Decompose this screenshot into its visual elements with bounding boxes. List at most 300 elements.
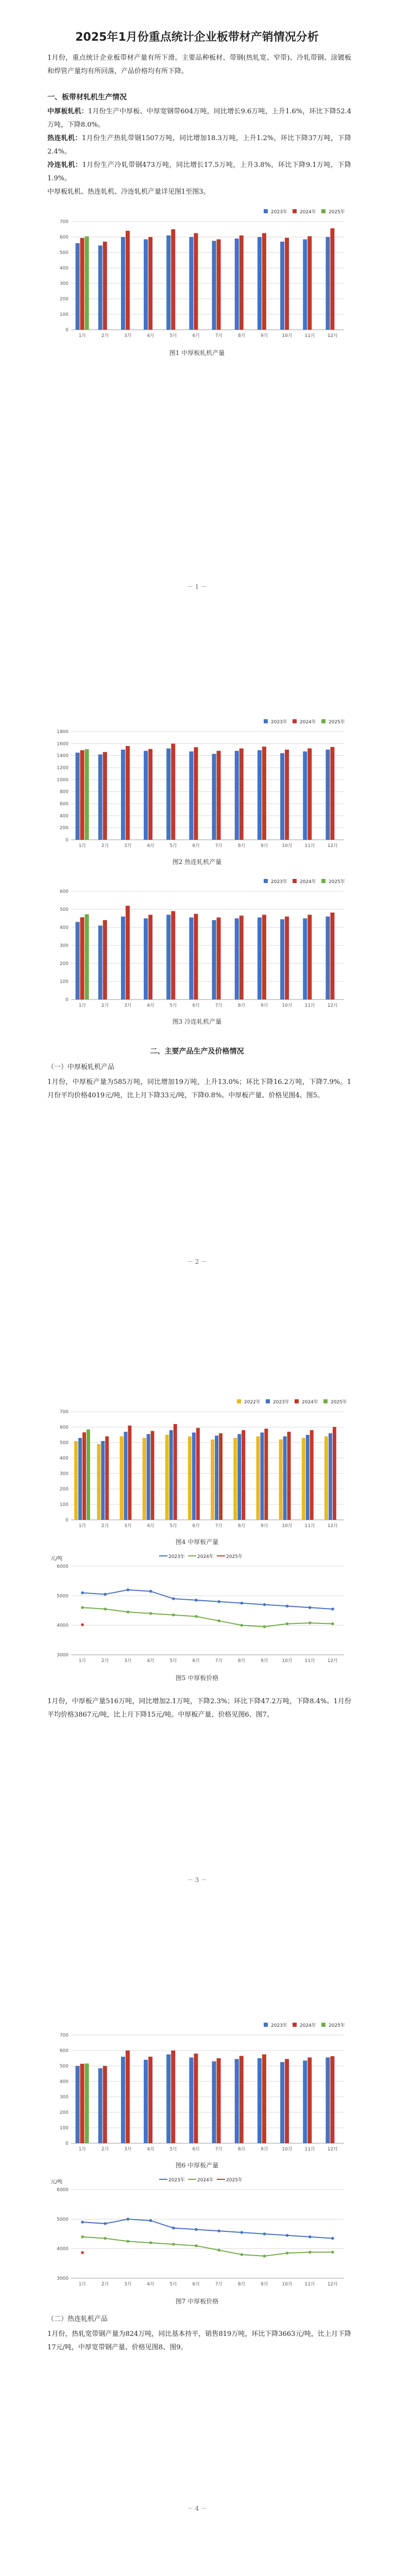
x-tick-label: 8月 (237, 843, 246, 849)
legend-label: 2025年 (226, 1554, 243, 1560)
legend-swatch (293, 719, 297, 723)
x-tick-label: 10月 (282, 333, 293, 338)
bar (285, 238, 289, 330)
legend-label: 2025年 (329, 2023, 345, 2028)
data-point (309, 2251, 312, 2254)
bar (326, 750, 330, 840)
bar (326, 917, 330, 999)
data-point (309, 1621, 312, 1624)
x-tick-label: 7月 (215, 843, 223, 849)
x-tick-label: 10月 (282, 1658, 293, 1664)
sec1-p3-lead: 冷连轧机： (47, 161, 82, 169)
bar (279, 1439, 283, 1520)
x-tick-label: 7月 (215, 333, 223, 338)
bar (148, 915, 152, 1000)
x-tick-label: 3月 (124, 2147, 132, 2152)
x-tick-label: 3月 (124, 1658, 132, 1664)
bar (330, 2056, 334, 2143)
bar (256, 1436, 260, 1520)
x-tick-label: 5月 (169, 333, 178, 338)
series-line (82, 1607, 333, 1626)
legend-label: 2025年 (329, 879, 345, 885)
x-tick-label: 6月 (192, 2147, 200, 2152)
x-tick-label: 8月 (237, 2282, 246, 2287)
bar (121, 2057, 125, 2143)
y-tick-label: 5000 (57, 1594, 68, 1599)
bar (103, 2066, 107, 2143)
bar (285, 2059, 289, 2144)
bar (105, 1436, 109, 1520)
report-title: 2025年1月份重点统计企业板带材产销情况分析 (75, 31, 319, 44)
figure-5-caption: 图5 中厚板价格 (175, 1674, 219, 1682)
bar (264, 1429, 268, 1520)
sub-1-heading: （一）中厚板轧机产品 (47, 1063, 115, 1071)
bar (80, 2064, 84, 2143)
bar (189, 752, 193, 840)
bar (212, 241, 216, 330)
data-point (104, 1607, 107, 1611)
bar (189, 918, 193, 999)
legend-swatch (293, 879, 297, 883)
bar (287, 1432, 291, 1520)
y-axis-label: 元/吨 (50, 1556, 63, 1562)
y-tick-label: 200 (59, 297, 68, 302)
y-tick-label: 0 (65, 838, 68, 843)
data-point (81, 2221, 84, 2224)
bar (120, 1436, 124, 1520)
series-line (82, 2219, 333, 2238)
x-tick-label: 11月 (304, 843, 315, 849)
x-tick-label: 8月 (237, 1003, 246, 1008)
legend-swatch (264, 2023, 268, 2027)
data-point (127, 2240, 130, 2243)
y-tick-label: 1600 (57, 741, 68, 747)
bar (258, 918, 262, 999)
section-2-heading: 二、主要产品生产及价格情况 (150, 1047, 244, 1056)
x-tick-label: 7月 (215, 1658, 223, 1664)
x-tick-label: 2月 (101, 2147, 109, 2152)
bar (211, 1439, 214, 1520)
sec2-p2: 1月份，中厚板产量516万吨，同比增加2.1万吨，下降2.3%；环比下降47.2万吨，下降8.4%。1月份平均价格3867元/吨，比上月下降15元/吨。中厚板产量、价格见图6、图7。 (47, 1698, 351, 1719)
x-tick-label: 10月 (282, 2147, 293, 2152)
data-point (149, 1612, 152, 1615)
page-number-1: － 1 － (186, 583, 208, 590)
data-point (149, 1590, 152, 1593)
data-point (331, 1622, 334, 1625)
bar (80, 750, 84, 840)
data-point (217, 1619, 220, 1622)
y-tick-label: 600 (59, 235, 68, 240)
bar (280, 919, 284, 999)
x-tick-label: 1月 (78, 2147, 87, 2152)
sec2-p3: 1月份，热轧宽带钢产量为824万吨，同比基本持平，销售819万吨，环比下降3663元/吨，比上月下降17元/吨，中厚宽带钢产量、价格见图8、图9。 (47, 2330, 351, 2351)
sec1-p3 (47, 159, 351, 185)
bar (303, 919, 307, 1000)
legend-swatch (237, 1399, 241, 1403)
bar (192, 1433, 196, 1520)
series-line (82, 1590, 333, 1609)
bar (262, 2055, 266, 2144)
y-tick-label: 400 (59, 2079, 68, 2084)
x-tick-label: 9月 (261, 2282, 268, 2287)
x-tick-label: 12月 (327, 1658, 338, 1664)
y-tick-label: 300 (59, 943, 68, 948)
bar (326, 237, 330, 330)
bar (239, 916, 244, 999)
section-1-heading: 一、板带材轧机生产情况 (47, 93, 127, 101)
y-tick-label: 600 (59, 889, 68, 894)
y-tick-label: 300 (59, 1471, 68, 1477)
data-point (286, 1605, 289, 1608)
x-tick-label: 12月 (327, 1523, 338, 1529)
bar (166, 2055, 170, 2144)
figure-1-chart (47, 206, 351, 344)
bar (76, 243, 80, 330)
x-tick-label: 7月 (215, 1523, 223, 1529)
x-tick-label: 4月 (147, 333, 155, 338)
figure-2-caption: 图2 热连轧机产量 (172, 858, 222, 866)
series-line (82, 2237, 333, 2256)
data-point (81, 1606, 84, 1609)
legend-label: 2025年 (331, 1400, 347, 1405)
x-tick-label: 7月 (215, 1003, 223, 1008)
bar (196, 1428, 200, 1520)
bar (285, 917, 289, 999)
bar (217, 2058, 221, 2143)
y-tick-label: 200 (59, 825, 68, 831)
data-point (263, 1603, 266, 1606)
x-tick-label: 12月 (327, 843, 338, 849)
bar (280, 753, 284, 840)
bar (329, 1433, 332, 1520)
bar (283, 1436, 287, 1520)
bar (144, 751, 148, 840)
bar (124, 1432, 127, 1520)
legend-label: 2023年 (271, 2023, 287, 2028)
bar (194, 233, 198, 330)
y-tick-label: 4000 (57, 1623, 68, 1629)
data-point (263, 1625, 266, 1629)
y-tick-label: 0 (65, 2141, 68, 2146)
x-tick-label: 12月 (327, 2147, 338, 2152)
bar (174, 1424, 177, 1520)
legend-label: 2024年 (300, 720, 316, 725)
data-point (172, 2243, 175, 2246)
bar (97, 1444, 100, 1520)
sec1-p1-text: 1月份生产中厚板、中厚宽钢带604万吨，同比增长9.6万吨，上升1.6%，环比下降52.4万吨，下降8.0%。 (47, 108, 351, 129)
data-point (263, 2232, 266, 2235)
data-point (81, 2251, 84, 2254)
y-tick-label: 6000 (57, 2188, 68, 2193)
y-tick-label: 100 (59, 312, 68, 317)
bar (151, 1431, 155, 1520)
bar (326, 2058, 330, 2144)
bar (235, 239, 239, 330)
data-point (172, 1614, 175, 1617)
y-tick-label: 100 (59, 979, 68, 985)
figure-3-caption: 图3 冷连轧机产量 (172, 1018, 222, 1025)
y-tick-label: 500 (59, 907, 68, 912)
bar (143, 1438, 146, 1520)
bar (85, 749, 89, 840)
x-tick-label: 5月 (169, 1658, 178, 1664)
figure-4-chart (47, 1396, 351, 1534)
bar (217, 751, 221, 840)
legend-swatch (321, 209, 326, 213)
bar (258, 2058, 262, 2143)
bar (98, 926, 102, 1000)
bar (126, 231, 130, 330)
bar (324, 1436, 328, 1520)
bar (126, 2050, 130, 2143)
x-tick-label: 12月 (327, 333, 338, 338)
y-tick-label: 700 (59, 219, 68, 225)
data-point (81, 2235, 84, 2239)
legend-swatch (264, 879, 268, 883)
bar (194, 2054, 198, 2143)
bar (76, 753, 80, 840)
y-tick-label: 600 (59, 802, 68, 807)
bar (215, 1436, 218, 1520)
y-tick-label: 3000 (57, 1653, 68, 1658)
bar (121, 237, 125, 330)
x-tick-label: 11月 (304, 333, 315, 338)
bar (239, 749, 244, 840)
bar (242, 1430, 245, 1520)
x-tick-label: 2月 (101, 333, 109, 338)
x-tick-label: 3月 (124, 333, 132, 338)
x-tick-label: 4月 (147, 1523, 155, 1529)
legend-label: 2025年 (329, 210, 345, 215)
data-point (309, 1606, 312, 1609)
bar (80, 238, 84, 330)
x-tick-label: 5月 (169, 2147, 178, 2152)
x-tick-label: 8月 (237, 2147, 246, 2152)
y-tick-label: 700 (59, 2033, 68, 2038)
page-number-3: － 3 － (186, 1876, 208, 1884)
x-tick-label: 5月 (169, 1003, 178, 1008)
figure-6-chart (47, 2020, 351, 2158)
x-tick-label: 12月 (327, 2282, 338, 2287)
x-tick-label: 11月 (304, 1658, 315, 1664)
bar (76, 2066, 80, 2143)
data-point (286, 2251, 289, 2255)
x-tick-label: 2月 (101, 1658, 109, 1664)
data-point (286, 1622, 289, 1625)
legend-label: 2023年 (168, 1554, 185, 1560)
sec1-p1 (47, 105, 351, 132)
x-tick-label: 4月 (147, 843, 155, 849)
data-point (127, 1611, 130, 1614)
figure-7-chart (47, 2174, 351, 2293)
legend-swatch (321, 879, 326, 883)
y-axis-label: 元/吨 (50, 2179, 63, 2185)
bar (307, 2058, 312, 2144)
x-tick-label: 5月 (169, 1523, 178, 1529)
bar (237, 1434, 241, 1520)
bar (307, 236, 312, 330)
x-tick-label: 8月 (237, 333, 246, 338)
legend-label: 2024年 (300, 879, 316, 885)
x-tick-label: 6月 (192, 333, 200, 338)
data-point (104, 2222, 107, 2225)
bar (194, 914, 198, 999)
y-tick-label: 400 (59, 266, 68, 271)
bar (330, 747, 334, 840)
bar (219, 1433, 222, 1520)
bar (330, 228, 334, 330)
bar (126, 906, 130, 999)
data-point (149, 2219, 152, 2222)
bar (80, 917, 84, 999)
data-point (309, 2235, 312, 2239)
x-tick-label: 6月 (192, 1003, 200, 1008)
x-tick-label: 5月 (169, 2282, 178, 2287)
bar (212, 920, 216, 999)
x-tick-label: 3月 (124, 1003, 132, 1008)
data-point (240, 2231, 243, 2234)
legend-label: 2023年 (271, 879, 287, 885)
data-point (127, 1588, 130, 1591)
legend-label: 2024年 (302, 1400, 318, 1405)
legend-label: 2025年 (226, 2178, 243, 2183)
bar (310, 1430, 314, 1520)
bar (333, 1427, 336, 1520)
y-tick-label: 0 (65, 1518, 68, 1523)
legend-label: 2024年 (300, 2023, 316, 2028)
x-tick-label: 4月 (147, 2282, 155, 2287)
bar (76, 922, 80, 1000)
bar (194, 747, 198, 840)
y-tick-label: 200 (59, 961, 68, 967)
x-tick-label: 11月 (304, 1523, 315, 1529)
data-point (195, 1599, 198, 1602)
figure-3-chart (47, 876, 351, 1014)
bar (87, 1430, 90, 1520)
bar (239, 2056, 244, 2144)
y-tick-label: 4000 (57, 2246, 68, 2252)
x-tick-label: 11月 (304, 2147, 315, 2152)
y-tick-label: 700 (59, 1410, 68, 1415)
legend-swatch (321, 719, 326, 723)
bar (103, 752, 107, 840)
x-tick-label: 11月 (304, 2282, 315, 2287)
x-tick-label: 9月 (261, 2147, 268, 2152)
bar (262, 233, 266, 330)
y-tick-label: 100 (59, 2126, 68, 2131)
x-tick-label: 9月 (261, 1523, 268, 1529)
y-tick-label: 0 (65, 328, 68, 333)
legend-label: 2023年 (273, 1400, 289, 1405)
data-point (217, 1600, 220, 1603)
bar (147, 1434, 150, 1520)
y-tick-label: 500 (59, 250, 68, 256)
y-tick-label: 6000 (57, 1564, 68, 1569)
data-point (172, 1597, 175, 1600)
bar (285, 750, 289, 840)
legend-label: 2023年 (168, 2178, 185, 2183)
bar (302, 1438, 305, 1520)
bar (85, 2063, 89, 2143)
sec2-p1: 1月份，中厚板产量为585万吨，同比增加19万吨，上升13.0%；环比下降16.2万吨，下降7.9%。1月份平均价格4019元/吨，比上月下降33元/吨，下降0.8%。中厚板产量、价格见图4、图5。 (47, 1078, 351, 1099)
bar (98, 246, 102, 330)
data-point (217, 2249, 220, 2252)
x-tick-label: 6月 (192, 1658, 200, 1664)
bar (280, 2062, 284, 2144)
bar (78, 1438, 82, 1520)
x-tick-label: 10月 (282, 2282, 293, 2287)
sec1-p2-text: 1月份生产热轧带钢1507万吨，同比增加18.3万吨，上升1.2%，环比下降37万吨，下降2.4%。 (47, 134, 351, 156)
x-tick-label: 4月 (147, 2147, 155, 2152)
bar (82, 1432, 86, 1520)
legend-swatch (295, 1399, 299, 1403)
x-tick-label: 1月 (78, 1658, 87, 1664)
bar (171, 743, 175, 840)
y-tick-label: 3000 (57, 2276, 68, 2281)
legend-swatch (293, 2023, 297, 2027)
x-tick-label: 12月 (327, 1003, 338, 1008)
x-tick-label: 2月 (101, 1523, 109, 1529)
x-tick-label: 6月 (192, 2282, 200, 2287)
x-tick-label: 9月 (261, 1658, 268, 1664)
figure-7-caption: 图7 中厚板价格 (175, 2298, 219, 2305)
legend-swatch (264, 209, 268, 213)
x-tick-label: 4月 (147, 1658, 155, 1664)
data-point (104, 1593, 107, 1596)
bar (103, 920, 107, 999)
x-tick-label: 6月 (192, 843, 200, 849)
bar (98, 754, 102, 840)
x-tick-label: 3月 (124, 2282, 132, 2287)
bar (235, 2059, 239, 2144)
x-tick-label: 10月 (282, 843, 293, 849)
bar (169, 1430, 173, 1520)
x-tick-label: 2月 (101, 2282, 109, 2287)
data-point (331, 1607, 334, 1611)
legend-label: 2024年 (300, 210, 316, 215)
bar (280, 242, 284, 330)
bar (307, 915, 312, 1000)
legend-swatch (321, 2023, 326, 2027)
y-tick-label: 600 (59, 1425, 68, 1430)
x-tick-label: 10月 (282, 1523, 293, 1529)
x-tick-label: 9月 (261, 1003, 268, 1008)
x-tick-label: 1月 (78, 843, 87, 849)
data-point (331, 2251, 334, 2254)
y-tick-label: 500 (59, 2064, 68, 2069)
bar (126, 746, 130, 840)
page-number-4: － 4 － (186, 2505, 208, 2512)
x-tick-label: 5月 (169, 843, 178, 849)
legend-swatch (293, 209, 297, 213)
bar (217, 240, 221, 330)
legend-label: 2025年 (329, 720, 345, 725)
data-point (217, 2229, 220, 2232)
bar (144, 2060, 148, 2143)
bar (258, 750, 262, 840)
data-point (172, 2227, 175, 2230)
x-tick-label: 7月 (215, 2147, 223, 2152)
bar (85, 236, 89, 330)
x-tick-label: 1月 (78, 333, 87, 338)
bar (103, 242, 107, 330)
bar (303, 2061, 307, 2144)
bar (307, 749, 312, 840)
data-point (149, 2241, 152, 2244)
sec1-p4: 中厚板轧机、热连轧机、冷连轧机产量详见图1至图3。 (47, 188, 210, 196)
data-point (104, 2237, 107, 2240)
intro-paragraph: 1月份，重点统计企业板带材产量有所下滑。主要品种板材、带钢(热轧宽、窄带)、冷轧带钢、涂镀板和焊管产量均有所回落，产品价格均有所下降。 (47, 54, 351, 75)
